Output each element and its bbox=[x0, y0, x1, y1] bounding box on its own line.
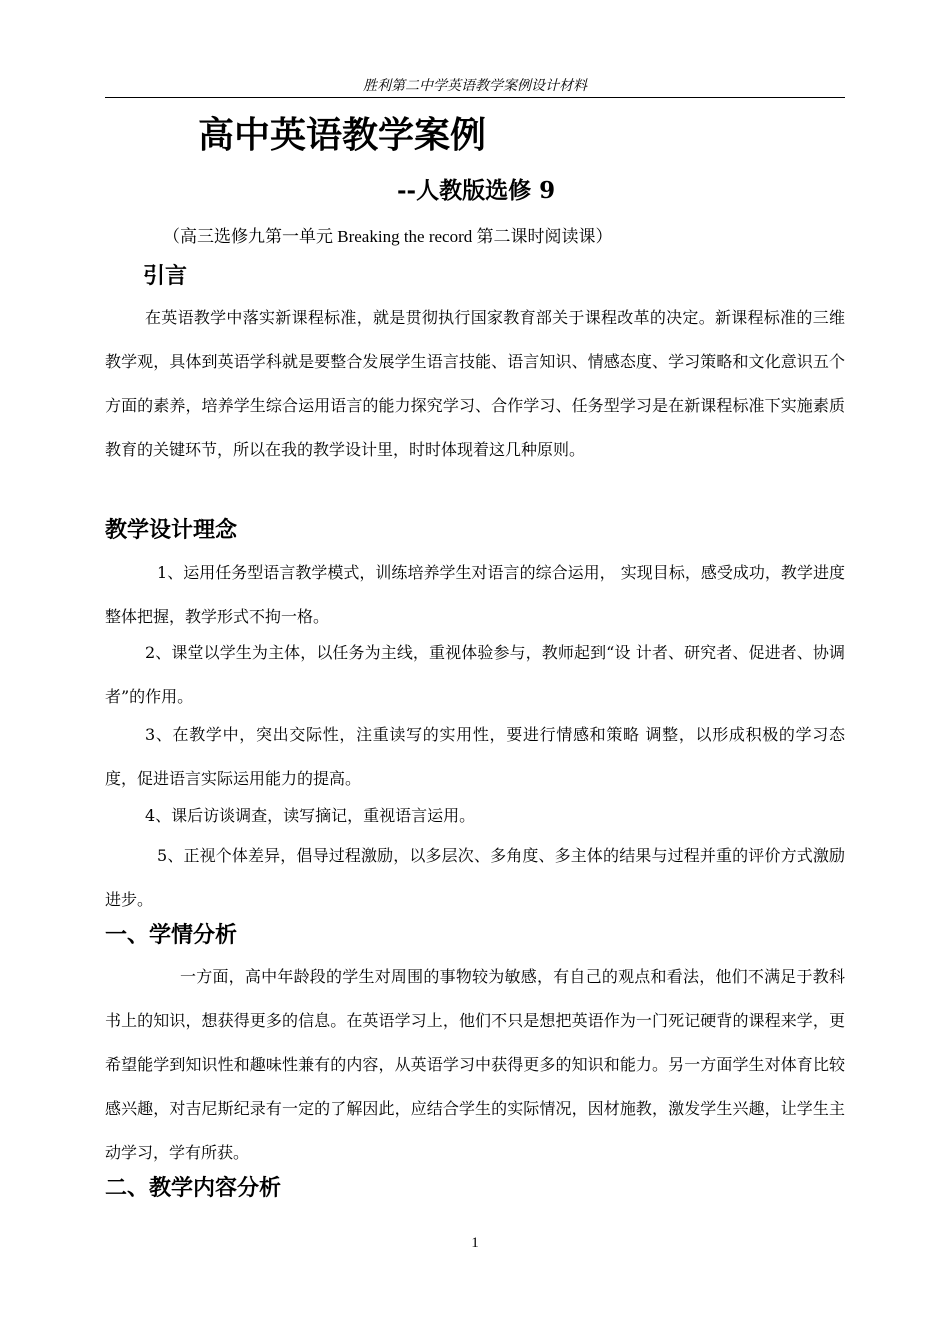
design-idea-item: 1、运用任务型语言教学模式，训练培养学生对语言的综合运用， 实现目标，感受成功，教学进度整体把握，教学形式不拘一格。 bbox=[105, 563, 845, 626]
student-analysis-heading: 一、学情分析 bbox=[105, 923, 238, 948]
lesson-info: （高三选修九第一单元 Breaking the record 第二课时阅读课） bbox=[163, 227, 613, 246]
design-idea-item: 4、课后访谈调查，读写摘记，重视语言运用。 bbox=[145, 806, 476, 825]
design-idea-item: 5、正视个体差异，倡导过程激励，以多层次、多角度、多主体的结果与过程并重的评价方式激励进步。 bbox=[105, 846, 845, 909]
running-header: 胜利第二中学英语教学案例设计材料 bbox=[363, 78, 587, 94]
intro-paragraph: 在英语教学中落实新课程标准，就是贯彻执行国家教育部关于课程改革的决定。新课程标准的三维教学观，具体到英语学科就是要整合发展学生语言技能、语言知识、情感态度、学习策略和文化意识五个方面的素养，培养学生综合运用语言的能力探究学习、合作学习、任务型学习是在新课程标准下实施素质教育的关键环节，所以在我的教学设计里，时时体现着这几种原则。 bbox=[105, 308, 845, 459]
header-rule bbox=[105, 97, 845, 98]
document-subtitle: --人教版选修 9 bbox=[397, 177, 556, 204]
student-analysis-paragraph: 一方面，高中年龄段的学生对周围的事物较为敏感，有自己的观点和看法，他们不满足于教科书上的知识，想获得更多的信息。在英语学习上，他们不只是想把英语作为一门死记硬背的课程来学，更希望能学到知识性和趣味性兼有的内容，从英语学习中获得更多的知识和能力。另一方面学生对体育比较感兴趣，对吉尼斯纪录有一定的了解因此，应结合学生的实际情况，因材施教，激发学生兴趣，让学生主动学习，学有所获。 bbox=[105, 967, 845, 1162]
design-idea-item: 3、在教学中，突出交际性，注重读写的实用性，要进行情感和策略 调整，以形成积极的学习态度，促进语言实际运用能力的提高。 bbox=[105, 725, 845, 788]
document-title: 高中英语教学案例 bbox=[198, 114, 487, 156]
page-number: 1 bbox=[471, 1235, 479, 1251]
design-idea-heading: 教学设计理念 bbox=[105, 518, 238, 543]
design-idea-item: 2、课堂以学生为主体，以任务为主线，重视体验参与，教师起到“设 计者、研究者、促进者、协调者”的作用。 bbox=[105, 643, 845, 706]
content-analysis-heading: 二、教学内容分析 bbox=[105, 1176, 282, 1201]
intro-heading: 引言 bbox=[143, 264, 188, 289]
